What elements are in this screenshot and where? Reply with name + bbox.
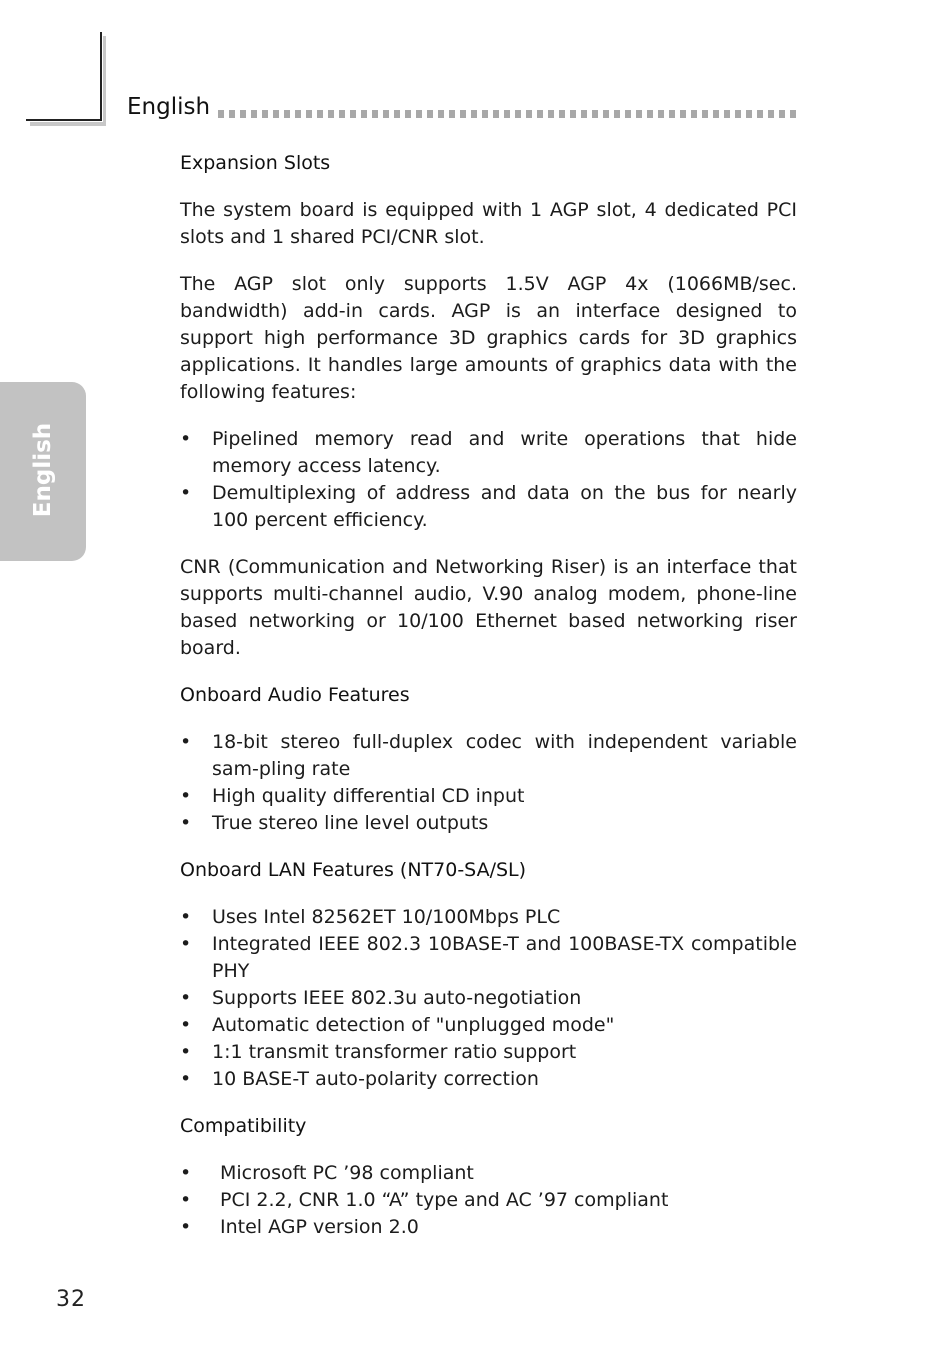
section-heading-expansion-slots: Expansion Slots [180, 152, 331, 174]
list-item-text: 18-bit stereo full-duplex codec with independent variable sam-pling rate [212, 731, 797, 780]
paragraph: The system board is equipped with 1 AGP slot, 4 dedicated PCI slots and 1 shared PCI/CNR slot. [180, 199, 797, 248]
corner-mark-shadow [30, 122, 106, 126]
header-dotted-rule [218, 110, 796, 118]
list-item [180, 426, 797, 480]
list-item [180, 810, 797, 837]
section-heading-lan: Onboard LAN Features (NT70-SA/SL) [180, 859, 527, 881]
bullet-icon: • [180, 785, 192, 807]
bullet-icon: • [180, 933, 192, 955]
page-header-title: English [127, 94, 211, 120]
list-item-text: High quality differential CD input [212, 785, 525, 807]
bullet-icon: • [180, 428, 192, 450]
bullet-icon: • [180, 812, 192, 834]
list-item-text: Supports IEEE 802.3u auto-negotiation [212, 987, 582, 1009]
list-item [180, 1214, 797, 1241]
page-number: 32 [56, 1287, 86, 1312]
list-item [180, 480, 797, 534]
section-heading-compatibility: Compatibility [180, 1115, 307, 1137]
bullet-icon: • [180, 987, 192, 1009]
list-item-text: Intel AGP version 2.0 [220, 1216, 419, 1238]
paragraph: CNR (Communication and Networking Riser) is an interface that supports multi-channel audio, V.90 analog modem, phone-line based networking or 10/100 Ethernet based networking riser board. [180, 556, 797, 659]
list-item [180, 1039, 797, 1066]
bullet-icon: • [180, 1216, 192, 1238]
compatibility-list [180, 1160, 797, 1241]
list-item-text: Microsoft PC ’98 compliant [220, 1162, 474, 1184]
main-content [180, 150, 797, 1261]
list-item [180, 1066, 797, 1093]
lan-features-list [180, 904, 797, 1093]
bullet-icon: • [180, 482, 192, 504]
bullet-icon: • [180, 1068, 192, 1090]
list-item-text: 1:1 transmit transformer ratio support [212, 1041, 577, 1063]
list-item-text: True stereo line level outputs [212, 812, 489, 834]
list-item-text: Uses Intel 82562ET 10/100Mbps PLC [212, 906, 561, 928]
bullet-icon: • [180, 1189, 192, 1211]
bullet-icon: • [180, 1041, 192, 1063]
list-item-text: 10 BASE-T auto-polarity correction [212, 1068, 539, 1090]
list-item-text: Integrated IEEE 802.3 10BASE-T and 100BASE-TX compatible PHY [212, 933, 797, 982]
list-item [180, 783, 797, 810]
audio-features-list [180, 729, 797, 837]
list-item [180, 1160, 797, 1187]
corner-mark [26, 119, 102, 121]
corner-mark [100, 32, 102, 120]
side-language-tab-label: English [30, 422, 56, 518]
list-item-text: Automatic detection of "unplugged mode" [212, 1014, 615, 1036]
list-item [180, 931, 797, 985]
list-item [180, 1012, 797, 1039]
bullet-icon: • [180, 731, 192, 753]
agp-features-list [180, 426, 797, 534]
section-heading-audio: Onboard Audio Features [180, 684, 410, 706]
corner-mark-shadow [103, 36, 106, 126]
list-item [180, 1187, 797, 1214]
bullet-icon: • [180, 1014, 192, 1036]
list-item-text: Pipelined memory read and write operations that hide memory access latency. [212, 428, 797, 477]
list-item [180, 904, 797, 931]
bullet-icon: • [180, 1162, 192, 1184]
paragraph: The AGP slot only supports 1.5V AGP 4x (1066MB/sec. bandwidth) add-in cards. AGP is an interface designed to support high performance 3D graphics cards for 3D graphics applications. It handles large amounts of graphics data with the following features: [180, 273, 797, 403]
list-item [180, 985, 797, 1012]
bullet-icon: • [180, 906, 192, 928]
list-item-text: Demultiplexing of address and data on the bus for nearly 100 percent efficiency. [212, 482, 797, 531]
list-item-text: PCI 2.2, CNR 1.0 “A” type and AC ’97 compliant [220, 1189, 669, 1211]
list-item [180, 729, 797, 783]
